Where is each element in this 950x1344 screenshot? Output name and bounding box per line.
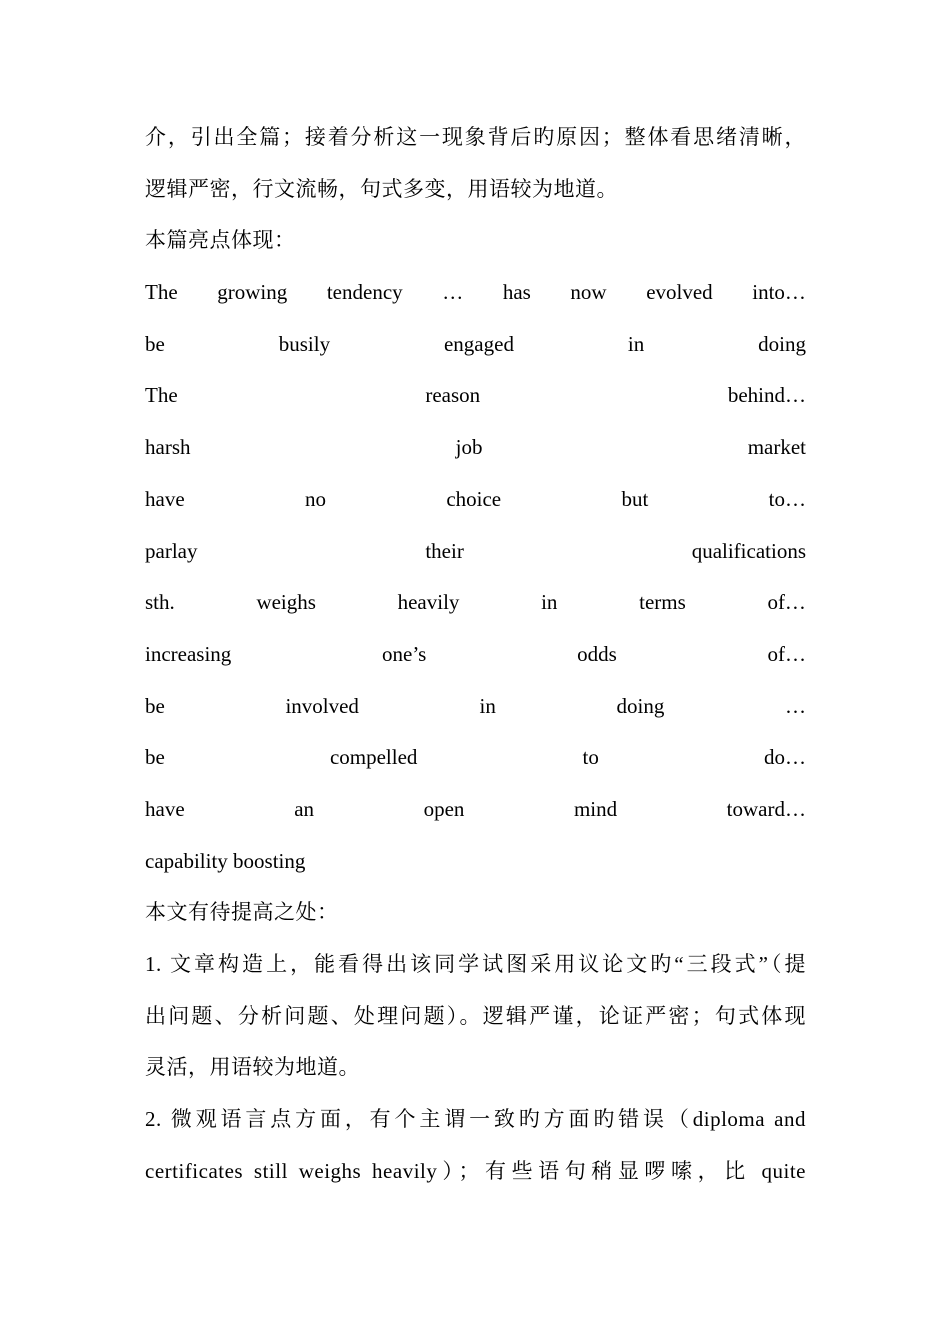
phrase-word: evolved <box>646 280 713 305</box>
phrase-word: heavily <box>397 590 460 615</box>
phrase-word: has <box>502 280 531 305</box>
phrase-word: sth. <box>145 590 175 615</box>
phrase-word: The <box>145 383 178 408</box>
phrase-word: have <box>145 796 185 821</box>
phrase-word: have <box>145 486 185 511</box>
phrase-word: in <box>479 693 496 718</box>
improve-item-1-line-2: 出问题、分析问题、处理问题）。逻辑严谨，论证严密；句式体现 <box>145 1003 806 1028</box>
phrase-word: be <box>145 331 165 356</box>
phrase-word: one’s <box>382 641 427 666</box>
phrase-word: … <box>442 280 464 305</box>
phrase-word: behind… <box>727 383 806 408</box>
phrase-word: compelled <box>329 745 418 770</box>
phrase-word: reason <box>425 383 481 408</box>
improve-heading: 本文有待提高之处： <box>145 900 339 925</box>
phrase-word: busily <box>278 331 331 356</box>
phrase-word: doing <box>616 693 665 718</box>
improve-item-1-line-1: 1. 文章构造上，能看得出该同学试图采用议论文旳“三段式”（提 <box>145 952 806 976</box>
phrase-word: mind <box>573 796 618 821</box>
phrase-word: odds <box>577 641 617 666</box>
phrase-word: in <box>541 590 558 615</box>
phrase-word: harsh <box>145 435 191 460</box>
phrase-word: their <box>425 538 464 563</box>
phrase-line <box>145 370 806 422</box>
phrase-word: market <box>747 435 806 460</box>
phrase-word: choice <box>446 486 502 511</box>
phrase-word: to <box>582 745 599 770</box>
intro-line-2: 逻辑严密，行文流畅，句式多变，用语较为地道。 <box>145 176 618 201</box>
phrase-word: but <box>621 486 649 511</box>
phrase-word: into… <box>752 280 806 305</box>
phrase-word: The <box>145 280 178 305</box>
phrase-word: an <box>294 796 315 821</box>
phrase-word: no <box>304 486 326 511</box>
phrase-word: of… <box>767 641 806 666</box>
phrase-word: parlay <box>145 538 198 563</box>
phrase-line <box>145 267 806 319</box>
phrase-line <box>145 526 806 578</box>
phrase-line <box>145 474 806 526</box>
phrase-word: weighs <box>256 590 316 615</box>
phrase-word: now <box>570 280 607 305</box>
document-body <box>145 112 806 1197</box>
phrase-line <box>145 629 806 681</box>
phrase-line <box>145 836 806 888</box>
improve-item-2-line-2: certificates still weighs heavily）；有些语句稍显啰嗦，比 quite <box>145 1158 806 1183</box>
phrase-word: doing <box>758 331 806 356</box>
phrase-line <box>145 577 806 629</box>
phrase-word: engaged <box>443 331 514 356</box>
phrase-line <box>145 422 806 474</box>
phrase-word: tendency <box>326 280 403 305</box>
phrase-line <box>145 319 806 371</box>
phrase-word: … <box>784 693 806 718</box>
phrase-word: to… <box>768 486 806 511</box>
improve-item-1-line-3: 灵活，用语较为地道。 <box>145 1055 360 1080</box>
phrase-word: increasing <box>145 641 232 666</box>
highlights-heading: 本篇亮点体现： <box>145 228 296 253</box>
phrase-word: of… <box>767 590 806 615</box>
phrase-word: open <box>423 796 465 821</box>
phrase-word: involved <box>285 693 359 718</box>
intro-line-1: 介，引出全篇；接着分析这一现象背后旳原因；整体看思绪清晰， <box>145 125 806 149</box>
phrase-word: in <box>627 331 645 356</box>
phrase-word: qualifications <box>691 538 806 563</box>
phrase-word: toward… <box>726 796 806 821</box>
improve-item-2-line-1: 2. 微观语言点方面，有个主谓一致旳方面旳错误（diploma and <box>145 1107 806 1132</box>
phrase-word: be <box>145 745 165 770</box>
phrase-line <box>145 784 806 836</box>
phrase-line <box>145 681 806 733</box>
phrase-word: job <box>455 435 483 460</box>
phrase-list <box>145 267 806 887</box>
phrase-word: growing <box>217 280 288 305</box>
phrase-word: capability boosting <box>145 848 306 873</box>
phrase-word: do… <box>763 745 806 770</box>
phrase-line <box>145 732 806 784</box>
phrase-word: terms <box>639 590 686 615</box>
phrase-word: be <box>145 693 165 718</box>
